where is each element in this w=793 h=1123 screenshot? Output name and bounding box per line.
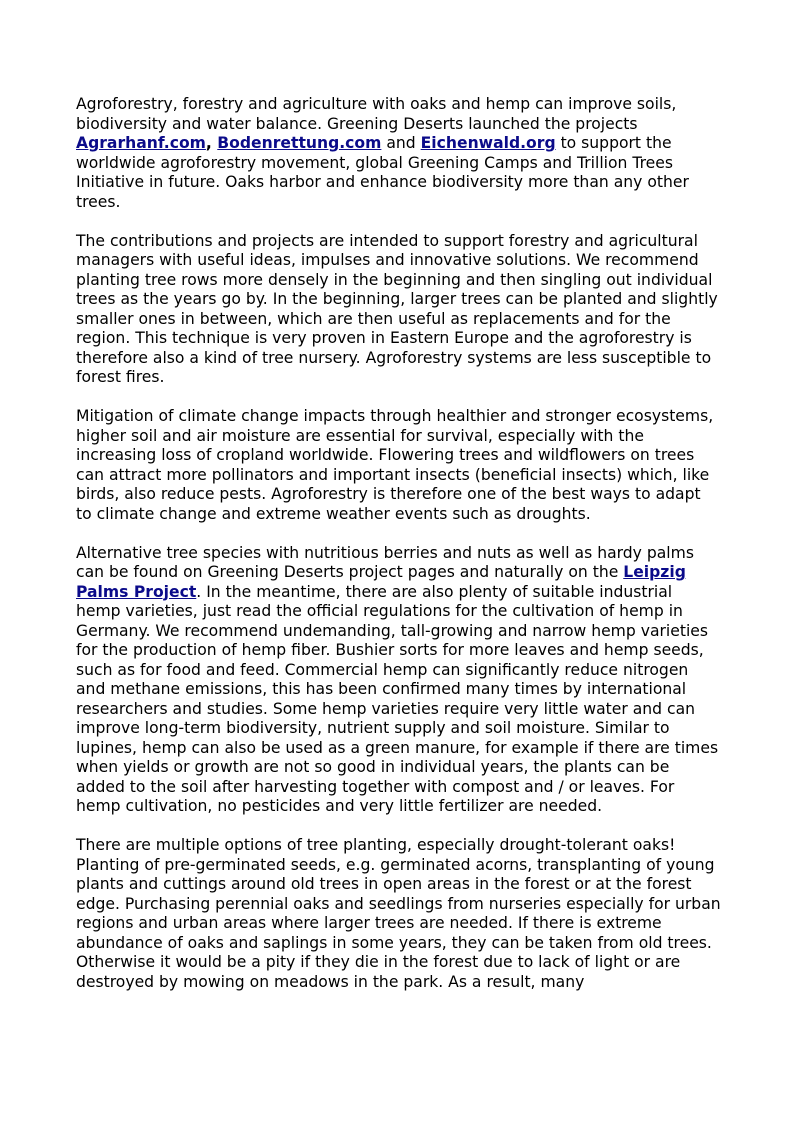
agrarhanf-link[interactable]: Agrarhanf.com [76,134,206,152]
intro-text-1: Agroforestry, forestry and agriculture with oaks and hemp can improve soils, biodiversity and water balance. Greening Deserts launched the projects [76,95,677,133]
leipzig-palms-link[interactable]: Leipzig Palms Project [76,563,686,601]
paragraph-contributions: The contributions and projects are intended to support forestry and agricultural managers with useful ideas, impulses and innovative solutions. We recommend planting tree rows more densely in the beginning and then singling out individual trees as the years go by. In the beginning, larger trees can be planted and slightly smaller ones in between, which are then useful as replacements and for the region. This technique is very proven in Eastern Europe and the agroforestry is therefore also a kind of tree nursery. Agroforestry systems are less susceptible to forest fires. [76,231,718,386]
species-text-1: Alternative tree species with nutritious berries and nuts as well as hardy palms can be found on Greening Deserts project pages and naturally on the [76,543,694,581]
document-body [76,95,721,1012]
paragraph-species [76,544,721,817]
paragraph-planting: There are multiple options of tree planting, especially drought-tolerant oaks! Planting of pre-germinated seeds, e.g. germinated acorns, transplanting of young plants and cuttings around old trees in open areas in the forest or at the forest edge. Purchasing perennial oaks and seedlings from nurseries especially for urban regions and urban areas where larger trees are needed. If there is extreme abundance of oaks and saplings in some years, they can be taken from old trees. Otherwise it would be a pity if they die in the forest due to lack of light or are destroyed by mowing on meadows in the park. As a result, many [76,836,721,991]
species-text-2: . In the meantime, there are also plenty of suitable industrial hemp varieties, just read the official regulations for the cultivation of hemp in Germany. We recommend undemanding, tall-growing and narrow hemp varieties for the production of hemp fiber. Bushier sorts for more leaves and hemp seeds, such as for food and feed. Commercial hemp can significantly reduce nitrogen and methane emissions, this has been confirmed many times by international researchers and studies. Some hemp varieties require very little water and can improve long-term biodiversity, nutrient supply and soil moisture. Similar to lupines, hemp can also be used as a green manure, for example if there are times when yields or growth are not so good in individual years, the plants can be added to the soil after harvesting together with compost and / or leaves. For hemp cultivation, no pesticides and very little fertilizer are needed. [76,582,719,815]
bodenrettung-link[interactable]: Bodenrettung.com [217,134,382,152]
intro-text-2: to support the worldwide agroforestry movement, global Greening Camps and Trillion Trees Initiative in future. Oaks harbor and enhance biodiversity more than any other trees. [76,134,689,211]
eichenwald-link[interactable]: Eichenwald.org [420,134,556,152]
link-conjunction: and [381,134,421,152]
paragraph-climate: Mitigation of climate change impacts through healthier and stronger ecosystems, higher soil and air moisture are essential for survival, especially with the increasing loss of cropland worldwide. Flowering trees and wildflowers on trees can attract more pollinators and important insects (beneficial insects) which, like birds, also reduce pests. Agroforestry is therefore one of the best ways to adapt to climate change and extreme weather events such as droughts. [76,407,714,523]
paragraph-intro [76,95,721,212]
link-separator: , [205,134,218,152]
